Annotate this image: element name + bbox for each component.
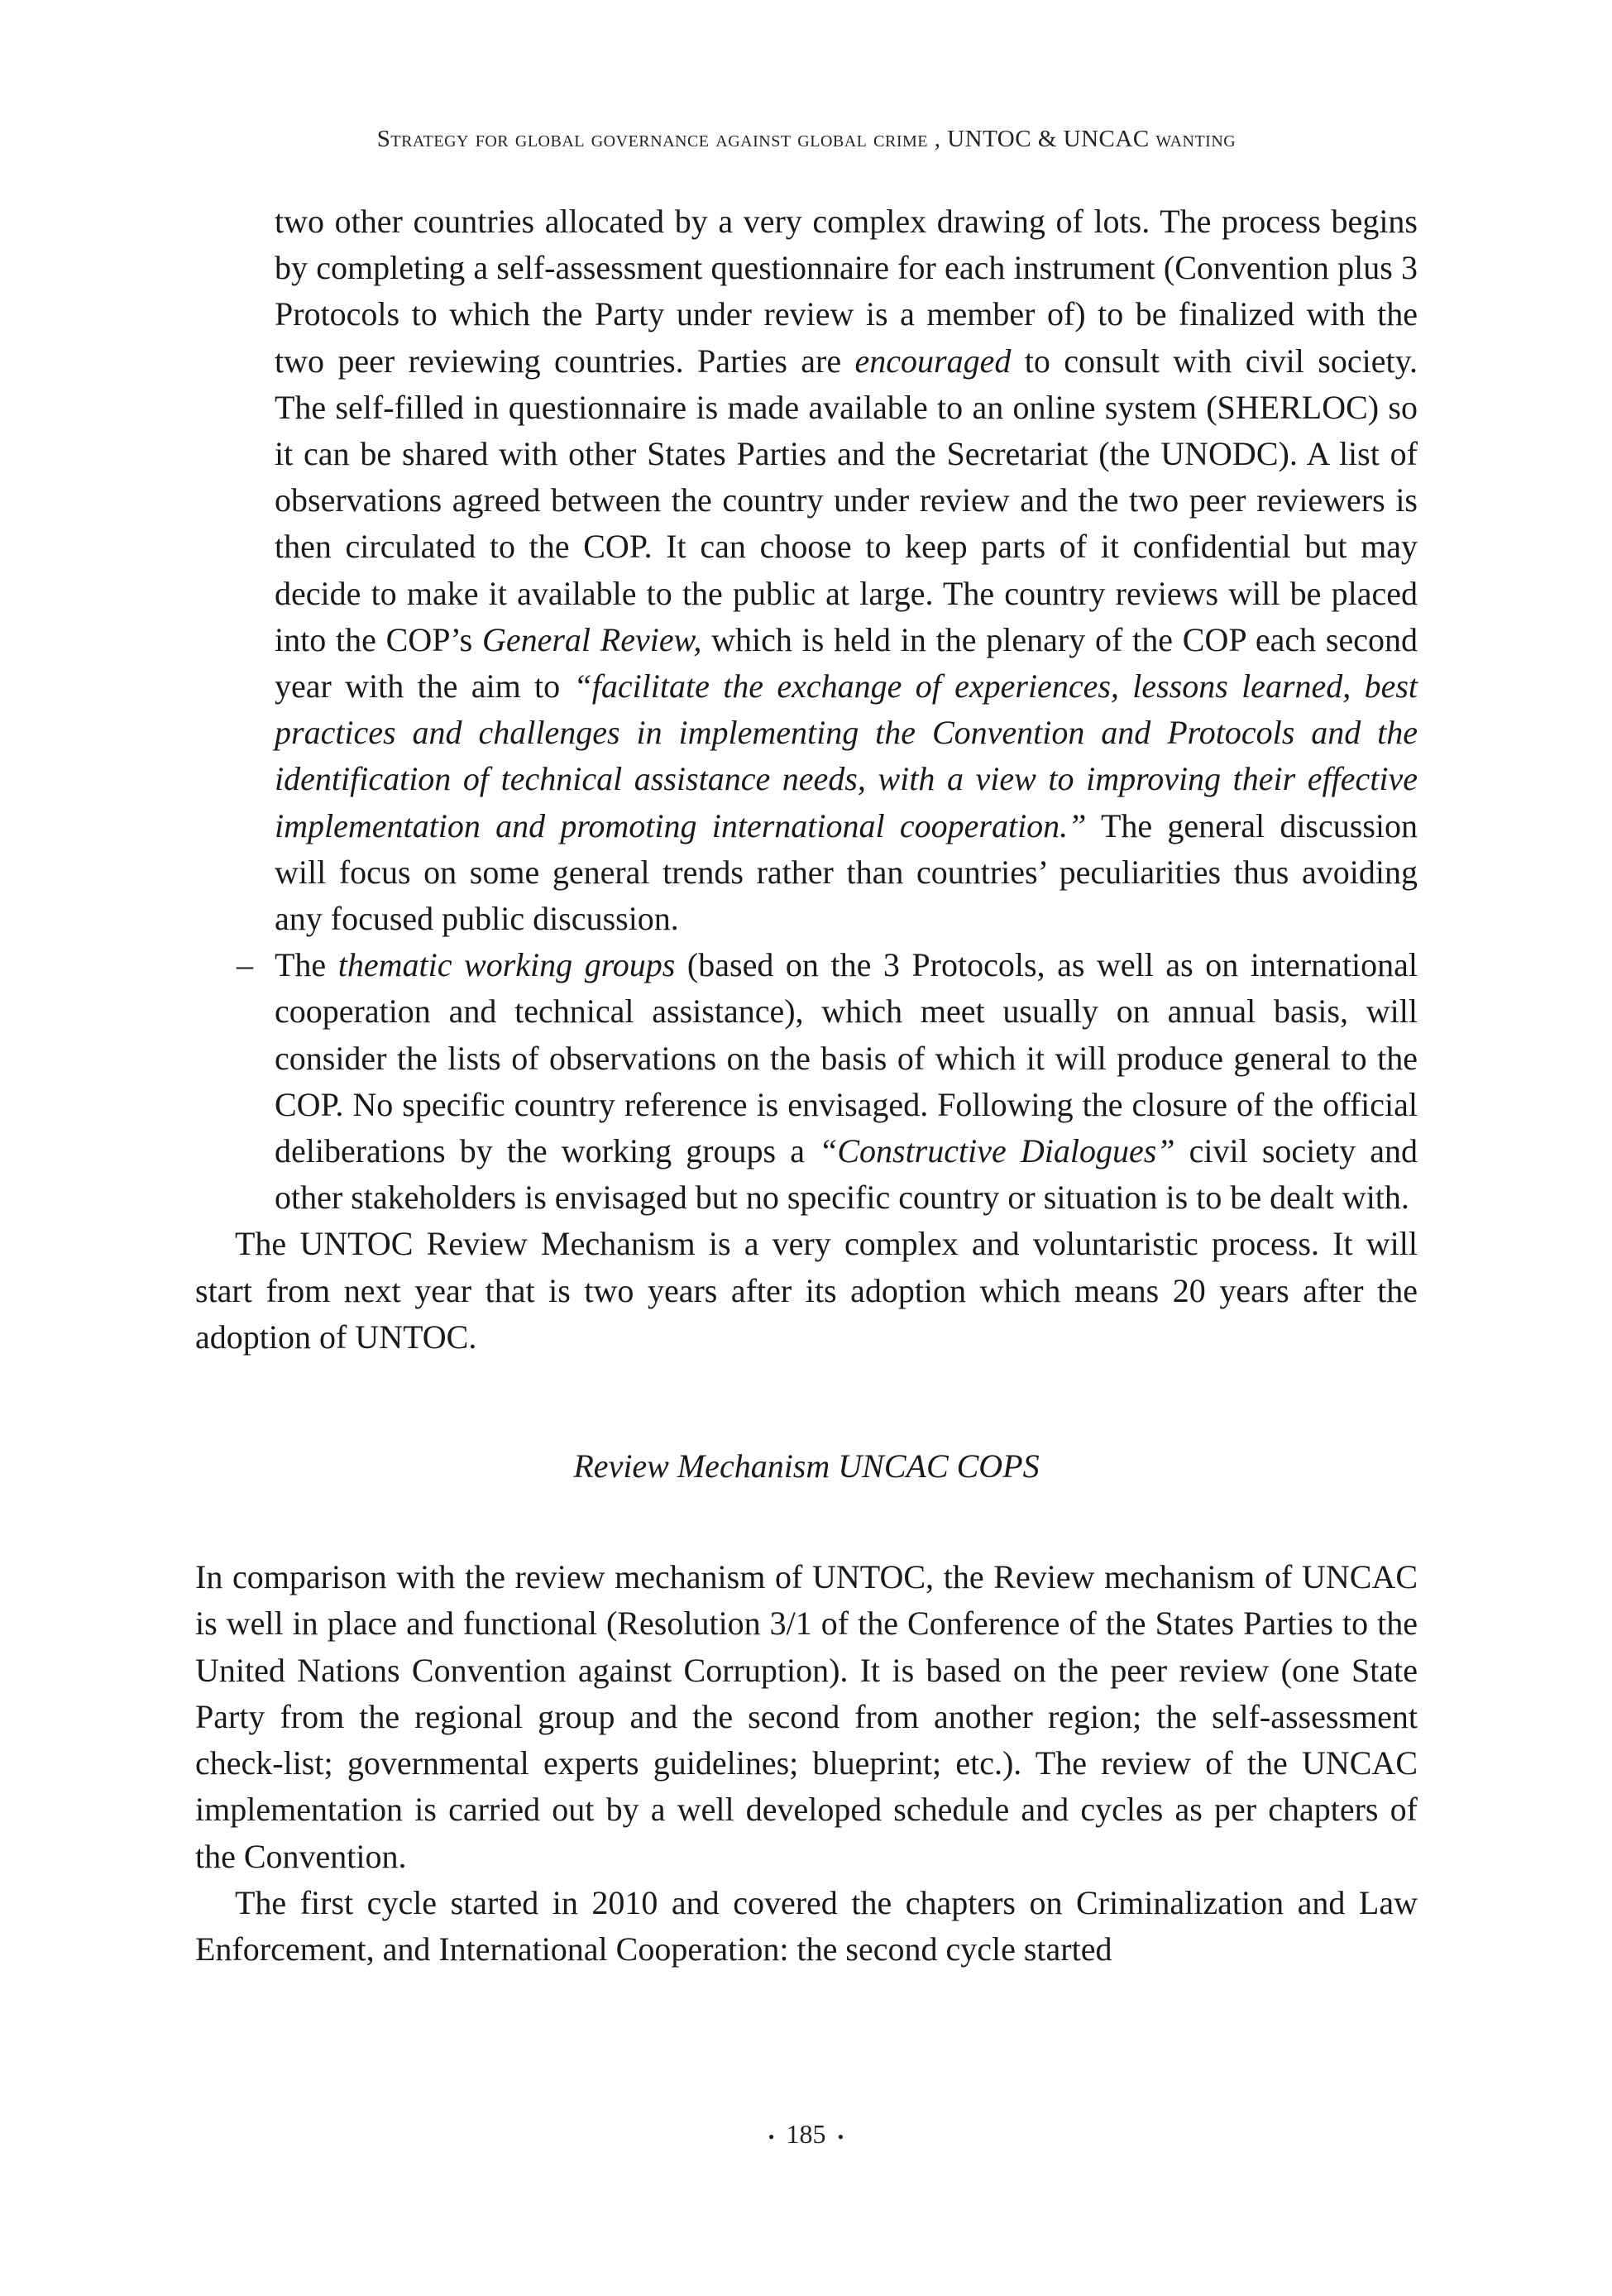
indented-paragraph (195, 199, 1418, 942)
dash-marker: – (237, 946, 253, 984)
paragraph-uncac-1: In comparison with the review mechanism of UNTOC, the Review mechanism of UNCAC is well in place and functional (Resolution 3/1 of the Conference of the States Parties to the United Nations Convention against Corruption). It is based on the peer review (one State Party from the regional group and the second from another region; the self-assessment check-list; governmental experts guidelines; blueprint; etc.). The review of the UNCAC implementation is carried out by a well developed schedule and cycles as per chapters of the Convention. (195, 1558, 1418, 1875)
text-run: civil society and other stakeholders is envisaged but no specific country or situation is to be dealt with. (275, 1132, 1418, 1217)
body-text (195, 199, 1418, 1973)
section-heading: Review Mechanism UNCAC COPS (573, 1447, 1040, 1485)
italic-run: “Constructive Dialogues” (819, 1132, 1175, 1170)
italic-quote: “facilitate the exchange of experiences, lessons learned, best practices and challenges in implementing the Convention and Protocols and the identification of technical assistance needs, with a view to improving their effective implementation and promoting international cooperation.” (275, 667, 1418, 844)
page-number: 185 (786, 2119, 826, 2149)
paragraph-uncac-2: The first cycle started in 2010 and covered the chapters on Criminalization and Law Enforcement, and International Cooperation: the second cycle started (195, 1883, 1418, 1968)
text-run: The general discussion will focus on some general trends rather than countries’ peculiarities thus avoiding any focused public discussion. (275, 806, 1418, 938)
bullet-right: • (837, 2126, 844, 2147)
italic-run: thematic working groups (337, 946, 676, 984)
paragraph-untoc: The UNTOC Review Mechanism is a very complex and voluntaristic process. It will start from next year that is two years after its adoption which means 20 years after the adoption of UNTOC. (195, 1225, 1418, 1356)
dash-list-item (195, 942, 1418, 1221)
italic-run: General Review, (481, 620, 702, 658)
running-head: Strategy for global governance against global crime , UNTOC & UNCAC wanting (376, 126, 1237, 152)
text-run: (based on the 3 Protocols, as well as on international cooperation and technical assistance), which meet usually on annual basis, will consider the lists of observations on the basis of which it will produce general to the COP. No specific country reference is envisaged. Following the closure of the official deliberations by the working groups a (275, 946, 1418, 1170)
text-run: to consult with civil society. The self-filled in questionnaire is made available to an online system (SHERLOC) so it can be shared with other States Parties and the Secretariat (the UNODC). A list of observations agreed between the country under review and the two peer reviewers is then circulated to the COP. It can choose to keep parts of it confidential but may decide to make it available to the public at large. The country reviews will be placed into the COP’s (275, 342, 1418, 658)
bullet-left: • (768, 2126, 775, 2147)
italic-run: encouraged (854, 342, 1012, 380)
text-run: which is held in the plenary of the COP each second year with the aim to (275, 620, 1418, 706)
text-run: two other countries allocated by a very complex drawing of lots. The process begins by completing a self-assessment questionnaire for each instrument (Convention plus 3 Protocols to which the Party under review is a member of) to be finalized with the two peer reviewing countries. Parties are (275, 203, 1418, 380)
page-number-footer (0, 2119, 1612, 2150)
text-run: The (275, 946, 338, 984)
